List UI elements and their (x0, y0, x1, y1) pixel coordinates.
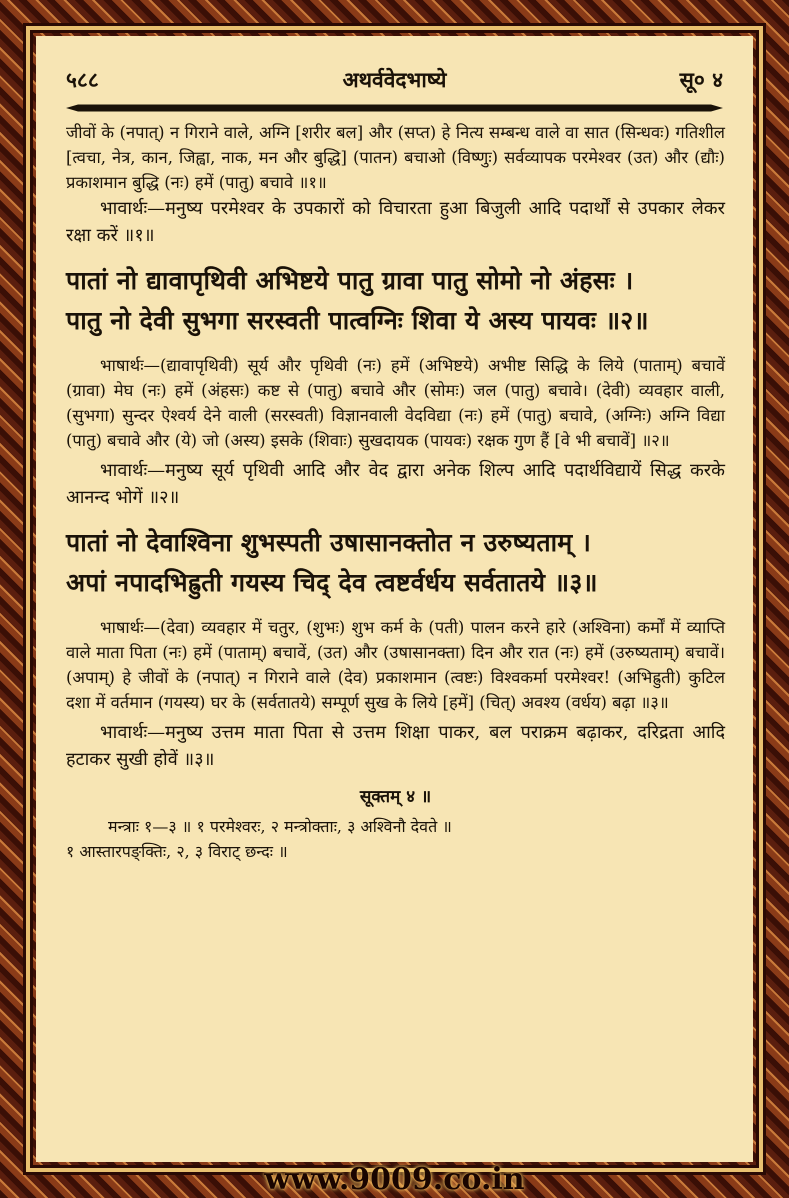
page-number: ५८८ (66, 67, 99, 92)
bhashya-paragraph-3: भाषार्थः—(देवा) व्यवहार में चतुर, (शुभः) शुभ कर्म के (पती) पालन करने हारे (अश्विना) कर्मों में व्याप्ति वाले माता पिता (नः) हमें (पाताम्) बचावें, (उत) और (उषासानक्ता) दिन और रात (नः) हमें (उरुष्यताम्) बचावें। (अपाम्) हे जीवों के (नपात्) न गिराने वाले (देव) प्रकाशमान (त्वष्टः) विश्वकर्मा परमेश्वर! (अभिह्रुती) कुटिल दशा में वर्तमान (गयस्य) घर के (सर्वतातये) सम्पूर्ण सुख के लिये [हमें] (चित्) अवश्य (वर्धय) बढ़ा ॥३॥ (66, 618, 725, 712)
book-page (36, 36, 753, 1162)
header-rule (66, 104, 723, 112)
bhavarth-paragraph-3: भावार्थः—मनुष्य उत्तम माता पिता से उत्तम शिक्षा पाकर, बल पराक्रम बढ़ाकर, दरिद्रता आदि हटाकर सुखी होवें ॥३॥ (66, 722, 726, 770)
viniyoga-line-2: १ आस्तारपङ्क्तिः, २, ३ विराट् छन्दः ॥ (66, 842, 288, 861)
mantra-2-line-1: पातां नो द्यावापृथिवी अभिष्टये पातु ग्रावा पातु सोमो नो अंहसः । (66, 266, 634, 295)
page-header (66, 58, 723, 98)
viniyoga-block (66, 814, 725, 864)
commentary-paragraph-1: जीवों के (नपात्) न गिराने वाले, अग्नि [शरीर बल] और (सप्त) हे नित्य सम्बन्ध वाले वा सात (सिन्धवः) गतिशील [त्वचा, नेत्र, कान, जिह्वा, नाक, मन और बुद्धि] (पातन) बचाओ (विष्णुः) सर्वव्यापक परमेश्वर (उत) और (द्यौः) प्रकाशमान बुद्धि (नः) हमें (पातु) बचावे ॥१॥ (66, 123, 725, 192)
bhavarth-paragraph-1: भावार्थः—मनुष्य परमेश्वर के उपकारों को विचारता हुआ बिजुली आदि पदार्थों से उपकार लेकर रक्षा करें ॥१॥ (66, 198, 725, 246)
mantra-3-line-2: अपां नपादभिह्रुती गयस्य चिद् देव त्वष्टर्वर्धय सर्वतातये ॥३॥ (66, 568, 598, 597)
bhashya-paragraph-2: भाषार्थः—(द्यावापृथिवी) सूर्य और पृथिवी (नः) हमें (अभिष्टये) अभीष्ट सिद्धि के लिये (पाताम्) बचावें (ग्रावा) मेघ (नः) हमें (अंहसः) कष्ट से (पातु) बचावे और (सोमः) जल (पातु) बचावे। (देवी) व्यवहार वाली, (सुभगा) सुन्दर ऐश्वर्य देने वाली (सरस्वती) विज्ञानवाली वेदविद्या (नः) हमें (पातु) बचावे, (अग्निः) अग्नि विद्या (पातु) बचावे और (ये) जो (अस्य) इसके (शिवाः) सुखदायक (पायवः) रक्षक गुण हैं [वे भी बचावें] ॥२॥ (66, 356, 725, 450)
sukta-title: सूक्तम् ४ ॥ (359, 787, 432, 807)
page-content (66, 120, 725, 864)
section-number: सू० ४ (679, 67, 723, 92)
mantra-3-line-1: पातां नो देवाश्विना शुभस्पती उषासानक्तोत न उरुष्यताम् । (66, 528, 592, 557)
mantra-2-line-2: पातु नो देवी सुभगा सरस्वती पात्वग्निः शिवा ये अस्य पायवः ॥२॥ (66, 306, 649, 335)
viniyoga-line-1: मन्त्राः १—३ ॥ १ परमेश्वरः, २ मन्त्रोक्ताः, ३ अश्विनौ देवते ॥ (108, 817, 452, 836)
running-title: अथर्ववेदभाष्ये (342, 67, 447, 92)
bhavarth-paragraph-2: भावार्थः—मनुष्य सूर्य पृथिवी आदि और वेद द्वारा अनेक शिल्प आदि पदार्थविद्यायें सिद्ध करके आनन्द भोगें ॥२॥ (66, 460, 725, 508)
site-watermark: www.9009.co.in (264, 1162, 525, 1197)
